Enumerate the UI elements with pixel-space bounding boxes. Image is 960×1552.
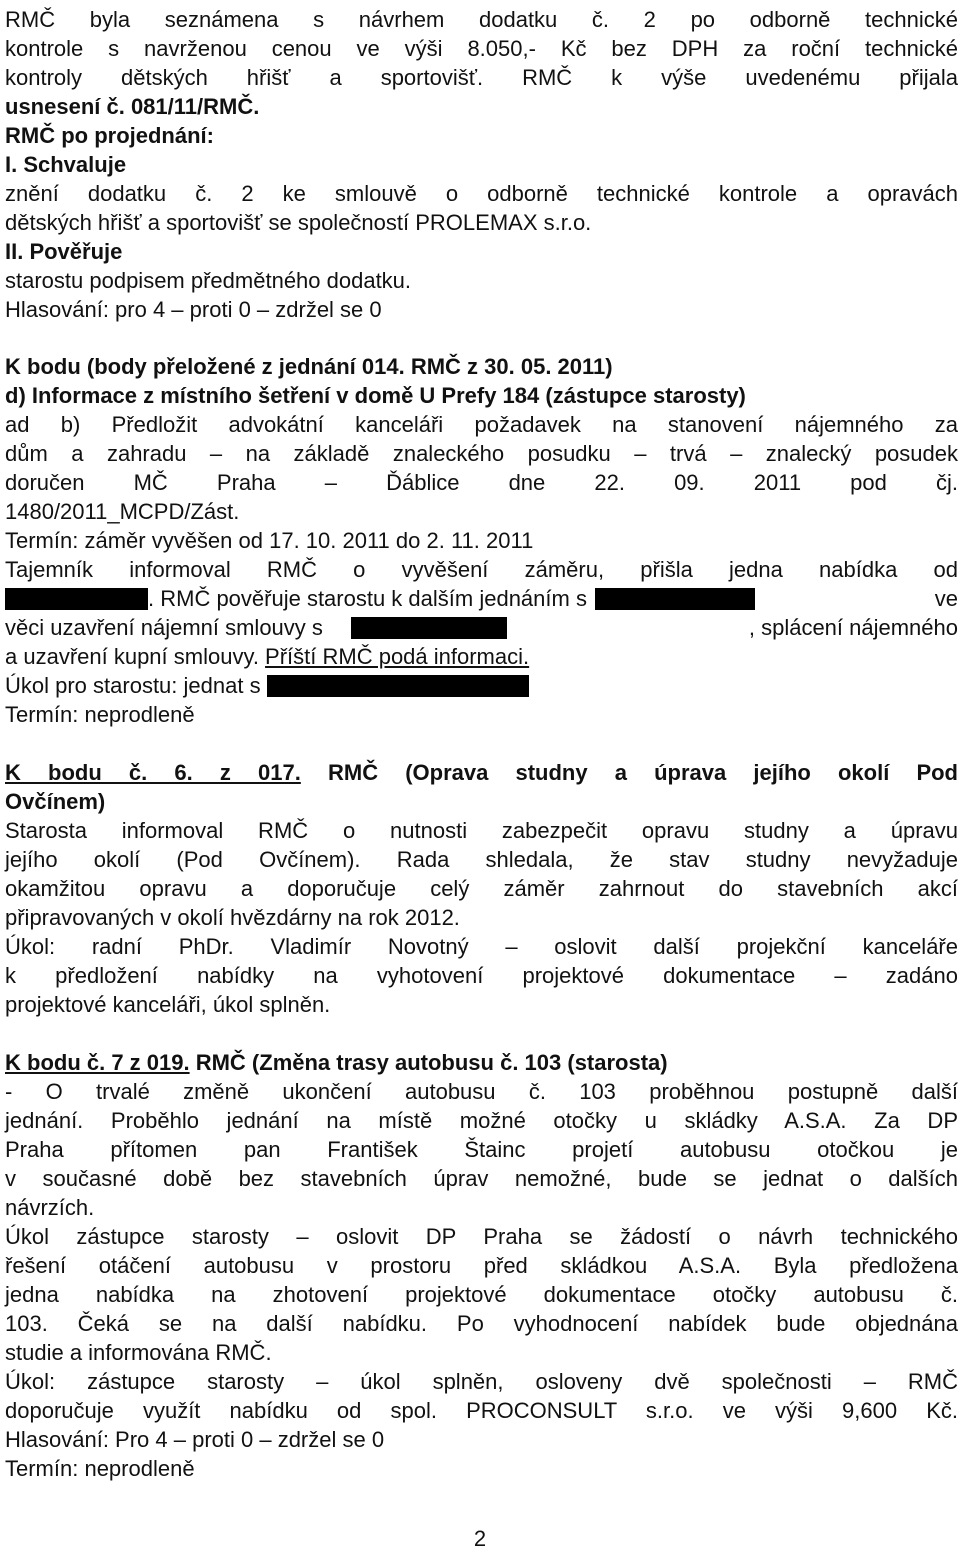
- text-line: návrzích.: [5, 1195, 95, 1220]
- text-line: jejího okolí (Pod Ovčínem). Rada shledala, že stav studny nevyžaduje: [5, 847, 958, 872]
- text-line: 1480/2011_MCPD/Zást.: [5, 499, 240, 524]
- text-line: Praha přítomen pan František Štainc projetí autobusu otočkou je: [5, 1137, 958, 1162]
- redaction-block: [267, 675, 529, 697]
- section-heading: I. Schvaluje: [5, 152, 127, 177]
- text-line: - O trvalé změně ukončení autobusu č. 103 proběhnou postupně další: [5, 1079, 958, 1104]
- text-line: okamžitou opravu a doporučuje celý záměr zahrnout do stavebních akcí: [5, 876, 958, 901]
- section-heading: II. Pověřuje: [5, 239, 123, 264]
- deadline-line: Termín: neprodleně: [5, 702, 195, 727]
- text-line: 103. Čeká se na další nabídku. Po vyhodnocení nabídek bude objednána: [5, 1311, 958, 1336]
- text-line: kontrole s navrženou cenou ve výši 8.050,- Kč bez DPH za roční technické: [5, 36, 958, 61]
- resolution-number: usnesení č. 081/11/RMČ.: [5, 94, 260, 119]
- text-line: v současné době bez stavebních úprav nemožné, bude se jednat o dalších: [5, 1166, 958, 1191]
- deadline-line: Termín: neprodleně: [5, 1456, 195, 1481]
- text-line: k předložení nabídky na vyhotovení projektové dokumentace – zadáno: [5, 963, 958, 988]
- page-number: 2: [473, 1526, 487, 1551]
- deadline-line: Termín: záměr vyvěšen od 17. 10. 2011 do 2. 11. 2011: [5, 528, 534, 553]
- text-line: připravovaných v okolí hvězdárny na rok 2012.: [5, 905, 460, 930]
- section-heading: RMČ po projednání:: [5, 123, 214, 148]
- redaction-block: [5, 588, 148, 610]
- text-line: Tajemník informoval RMČ o vyvěšení záměru, přišla jedna nabídka od: [5, 557, 958, 582]
- text-line: Starosta informoval RMČ o nutnosti zabezpečit opravu studny a úpravu: [5, 818, 958, 843]
- text-line: řešení otáčení autobusu v prostoru před skládkou A.S.A. Byla předložena: [5, 1253, 958, 1278]
- vote-line: Hlasování: Pro 4 – proti 0 – zdržel se 0: [5, 1427, 385, 1452]
- agenda-heading: Ovčínem): [5, 789, 106, 814]
- text-line: jednání. Proběhlo jednání na místě možné otočky u skládky A.S.A. Za DP: [5, 1108, 958, 1133]
- task-line: Úkol: zástupce starosty – úkol splněn, osloveny dvě společnosti – RMČ: [5, 1369, 958, 1394]
- text-line: . RMČ pověřuje starostu k dalším jednáním s ve: [5, 586, 958, 612]
- vote-line: Hlasování: pro 4 – proti 0 – zdržel se 0: [5, 297, 382, 322]
- text-line: a uzavření kupní smlouvy. Příští RMČ podá informaci.: [5, 644, 530, 669]
- text-line: doručen MČ Praha – Ďáblice dne 22. 09. 2011 pod čj.: [5, 470, 958, 495]
- redaction-block: [351, 617, 507, 639]
- text-line: znění dodatku č. 2 ke smlouvě o odborně technické kontrole a opravách: [5, 181, 958, 206]
- text-line: studie a informována RMČ.: [5, 1340, 272, 1365]
- agenda-heading: K bodu č. 6. z 017. RMČ (Oprava studny a úprava jejího okolí Pod: [5, 760, 959, 785]
- agenda-subheading: d) Informace z místního šetření v domě U Prefy 184 (zástupce starosty): [5, 383, 746, 408]
- task-line: Úkol zástupce starosty – oslovit DP Praha se žádostí o návrh technického: [5, 1224, 958, 1249]
- task-line: Úkol pro starostu: jednat s: [5, 673, 958, 699]
- agenda-heading: K bodu č. 7 z 019. RMČ (Změna trasy autobusu č. 103 (starosta): [5, 1050, 668, 1075]
- text-line: dětských hřišť a sportovišť se společností PROLEMAX s.r.o.: [5, 210, 592, 235]
- text-line: kontroly dětských hřišť a sportovišť. RMČ k výše uvedenému přijala: [5, 65, 958, 90]
- text-line: RMČ byla seznámena s návrhem dodatku č. 2 po odborně technické: [5, 7, 958, 32]
- redaction-block: [595, 588, 755, 610]
- text-line: doporučuje využít nabídku od spol. PROCONSULT s.r.o. ve výši 9,600 Kč.: [5, 1398, 958, 1423]
- text-line: ad b) Předložit advokátní kanceláři požadavek na stanovení nájemného za: [5, 412, 958, 437]
- agenda-heading: K bodu (body přeložené z jednání 014. RMČ z 30. 05. 2011): [5, 354, 613, 379]
- text-line: starostu podpisem předmětného dodatku.: [5, 268, 412, 293]
- text-line: věci uzavření nájemní smlouvy s , splácení nájemného: [5, 615, 958, 640]
- text-line: dům a zahradu – na základě znaleckého posudku – trvá – znalecký posudek: [5, 441, 958, 466]
- text-line: jedna nabídka na zhotovení projektové dokumentace otočky autobusu č.: [5, 1282, 958, 1307]
- text-line: projektové kanceláři, úkol splněn.: [5, 992, 331, 1017]
- task-line: Úkol: radní PhDr. Vladimír Novotný – oslovit další projekční kanceláře: [5, 934, 958, 959]
